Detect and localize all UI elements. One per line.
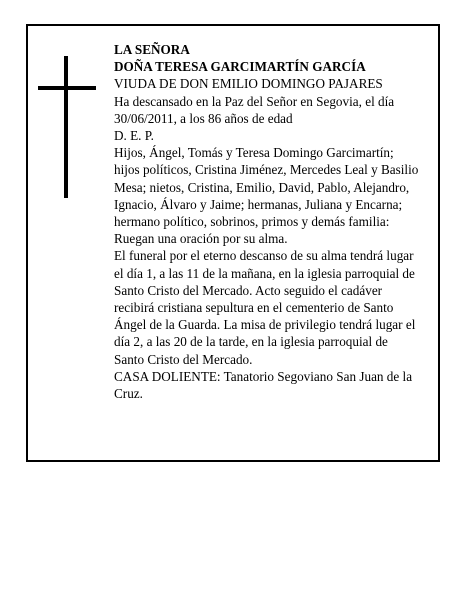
cross-horizontal-bar xyxy=(38,86,96,90)
prayer-request: Ruegan una oración por su alma. xyxy=(114,231,288,247)
title-line-1: LA SEÑORA xyxy=(114,42,190,57)
cross-vertical-bar xyxy=(64,56,68,198)
family-list: Hijos, Ángel, Tomás y Teresa Domingo Garcimartín; hijos políticos, Cristina Jiménez, Mercedes Leal y Basilio Mesa; nietos, Cristina, Emilio, David, Pablo, Alejandro, Ignacio, Álvaro y Jaime; hermanas, Juliana y Encarna; hermano político, sobrinos, primos y demás familia: xyxy=(114,145,419,230)
deceased-name: DOÑA TERESA GARCIMARTÍN GARCÍA xyxy=(114,59,366,75)
death-info: Ha descansado en la Paz del Señor en Segovia, el día 30/06/2011, a los 86 años de edad xyxy=(114,93,395,126)
obituary-notice xyxy=(26,24,440,462)
dep-text: D. E. P. xyxy=(114,128,154,144)
obituary-text xyxy=(114,41,420,402)
cross-icon xyxy=(38,56,98,198)
mourning-house: CASA DOLIENTE: Tanatorio Segoviano San Juan de la Cruz. xyxy=(114,368,413,402)
funeral-details: El funeral por el eterno descanso de su alma tendrá lugar el día 1, a las 11 de la mañana, en la iglesia parroquial de Santo Cristo del Mercado. Acto seguido el cadáver recibirá cristiana sepultura en el cementerio de Santo Ángel de la Guarda. La misa de privilegio tendrá lugar el día 2, a las 20 de la tarde, en la iglesia parroquial de Santo Cristo del Mercado. xyxy=(114,248,416,367)
widow-of: VIUDA DE DON EMILIO DOMINGO PAJARES xyxy=(114,76,383,92)
